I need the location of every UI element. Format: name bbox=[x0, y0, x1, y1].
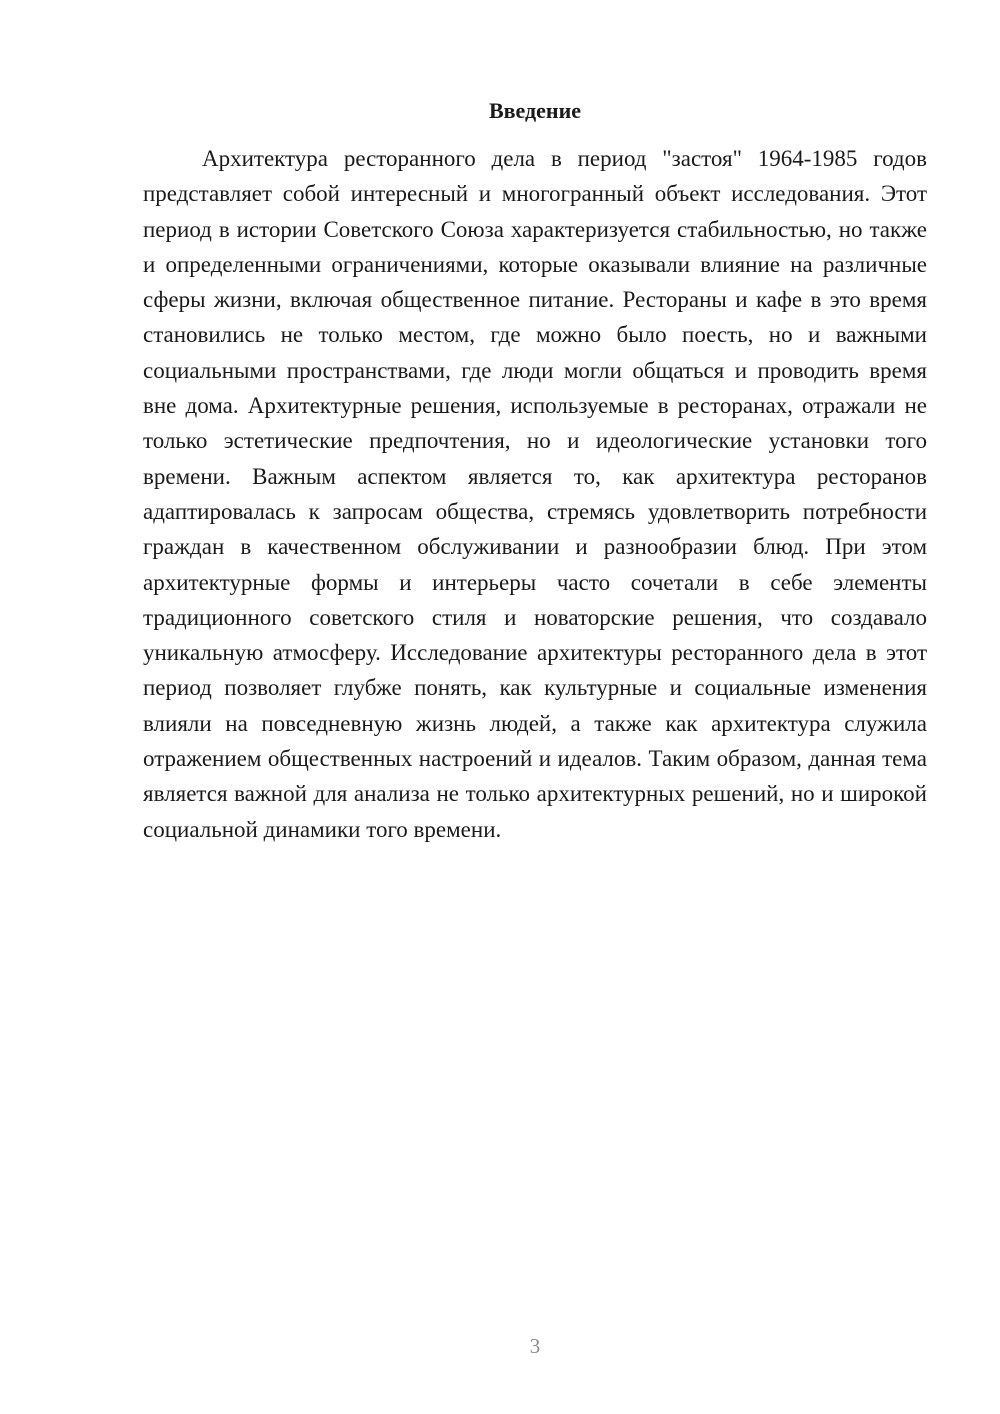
section-heading: Введение bbox=[488, 98, 582, 123]
page-number: 3 bbox=[529, 1334, 541, 1358]
introduction-paragraph: Архитектура ресторанного дела в период "застоя" 1964-1985 годов представляет собой интересный и многогранный объект исследования. Этот период в истории Советского Союза характеризуется стабильностью, но также и определенными ограничениями, которые оказывали влияние на различные сферы жизни, включая общественное питание. Рестораны и кафе в это время становились не только местом, где можно было поесть, но и важными социальными пространствами, где люди могли общаться и проводить время вне дома. Архитектурные решения, используемые в ресторанах, отражали не только эстетические предпочтения, но и идеологические установки того времени. Важным аспектом является то, как архитектура ресторанов адаптировалась к запросам общества, стремясь удовлетворить потребности граждан в качественном обслуживании и разнообразии блюд. При этом архитектурные формы и интерьеры часто сочетали в себе элементы традиционного советского стиля и новаторские решения, что создавало уникальную атмосферу. Исследование архитектуры ресторанного дела в этот период позволяет глубже понять, как культурные и социальные изменения влияли на повседневную жизнь людей, а также как архитектура служила отражением общественных настроений и идеалов. Таким образом, данная тема является важной для анализа не только архитектурных решений, но и широкой социальной динамики того времени. bbox=[143, 146, 927, 842]
